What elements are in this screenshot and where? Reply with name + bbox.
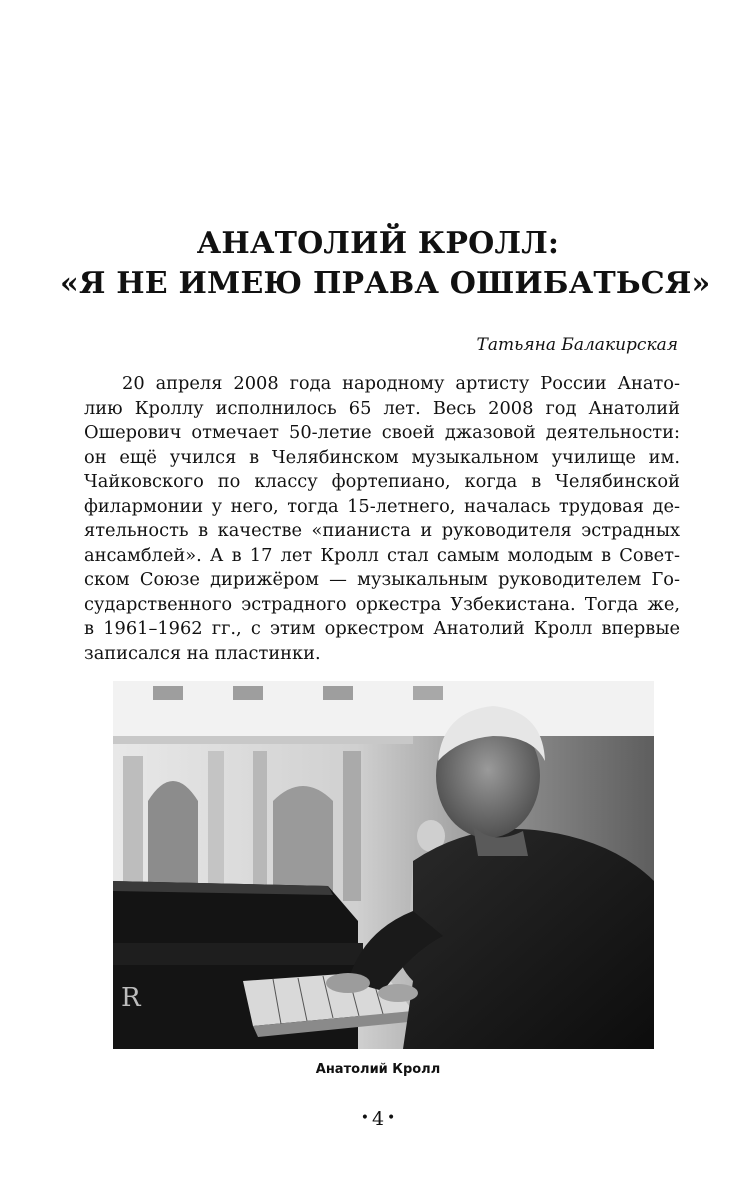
paragraph-line: филармонии у него, тогда 15-летнего, началась трудовая де-	[84, 495, 680, 517]
author-name: Татьяна Балакирская	[476, 335, 678, 355]
paragraph-line: ском Союзе дирижёром — музыкальным руководителем Го-	[84, 569, 680, 590]
paragraph-line: 20 апреля 2008 года народному артисту России Анато-	[122, 373, 680, 394]
paragraph-line: лию Кроллу исполнилось 65 лет. Весь 2008 год Анатолий	[84, 397, 680, 419]
paragraph-line: записался на пластинки.	[84, 642, 321, 664]
paragraph-line: ятельность в качестве «пианиста и руководителя эстрадных	[84, 520, 680, 541]
article-paragraph	[84, 372, 680, 666]
title-line-2: «Я НЕ ИМЕЮ ПРАВА ОШИБАТЬСЯ»	[60, 266, 711, 301]
photo-illustration	[113, 681, 654, 1049]
piano-brand-letter: R	[121, 983, 141, 1013]
pianist-photo	[113, 681, 654, 1049]
photo-caption: Анатолий Кролл	[315, 1062, 441, 1077]
title-line-1: АНАТОЛИЙ КРОЛЛ:	[196, 226, 560, 261]
page-number-footer	[0, 1106, 756, 1131]
bullet-icon: •	[387, 1110, 396, 1126]
paragraph-line: Ошерович отмечает 50-летие своей джазовой деятельности:	[84, 422, 680, 443]
paragraph-line: сударственного эстрадного оркестра Узбекистана. Тогда же,	[84, 593, 680, 615]
paragraph-line: он ещё учился в Челябинском музыкальном училище им.	[84, 446, 680, 468]
paragraph-line: Чайковского по классу фортепиано, когда в Челябинской	[84, 471, 680, 492]
paragraph-line: в 1961–1962 гг., с этим оркестром Анатолий Кролл впервые	[84, 618, 680, 639]
bullet-icon: •	[360, 1110, 369, 1126]
paragraph-line: ансамблей». А в 17 лет Кролл стал самым молодым в Совет-	[84, 544, 680, 566]
page-number: 4	[371, 1108, 385, 1130]
article-title	[60, 224, 711, 304]
